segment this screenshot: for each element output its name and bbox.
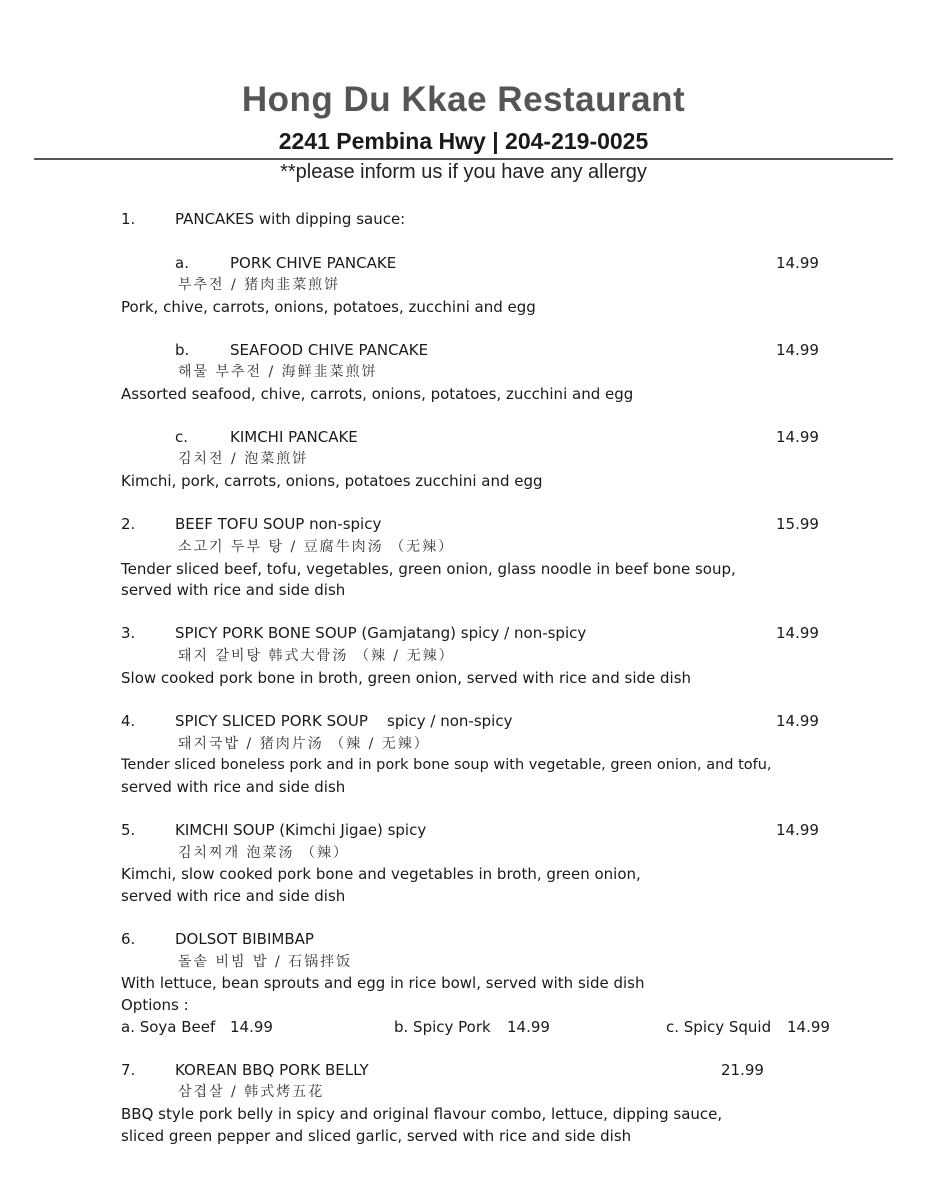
item-number: 6. (121, 930, 136, 948)
restaurant-name: Hong Du Kkae Restaurant (241, 80, 686, 119)
item-korean-chinese: 돼지 갈비탕 韩式大骨汤 （辣 / 无辣） (178, 648, 455, 664)
item-number: 3. (121, 624, 136, 642)
item-price: 14.99 (776, 341, 819, 359)
item-description: sliced green pepper and sliced garlic, served with rice and side dish (121, 1127, 632, 1145)
item-name: KOREAN BBQ PORK BELLY (175, 1061, 369, 1079)
item-number: 1. (121, 210, 136, 228)
item-korean-chinese: 해물 부추전 / 海鲜韭菜煎饼 (178, 364, 378, 380)
option-price: 14.99 (230, 1018, 273, 1036)
item-description: served with rice and side dish (121, 778, 346, 796)
item-description: BBQ style pork belly in spicy and original flavour combo, lettuce, dipping sauce, (121, 1105, 723, 1123)
item-description: served with rice and side dish (121, 887, 346, 905)
item-name: SEAFOOD CHIVE PANCAKE (230, 341, 429, 359)
item-number: 5. (121, 821, 136, 839)
item-description: served with rice and side dish (121, 581, 346, 599)
item-price: 15.99 (776, 515, 819, 533)
item-name: SPICY SLICED PORK SOUP spicy / non-spicy (175, 712, 513, 730)
item-description: With lettuce, bean sprouts and egg in rice bowl, served with side dish (121, 974, 645, 992)
option-price: 14.99 (507, 1018, 550, 1036)
item-price: 14.99 (776, 821, 819, 839)
item-name: KIMCHI PANCAKE (230, 428, 358, 446)
item-letter: c. (175, 428, 189, 446)
item-korean-chinese: 김치전 / 泡菜煎饼 (178, 451, 309, 467)
header-divider (34, 158, 893, 160)
item-price: 14.99 (776, 254, 819, 272)
item-name: SPICY PORK BONE SOUP (Gamjatang) spicy / non-spicy (175, 624, 587, 642)
item-description: Tender sliced beef, tofu, vegetables, green onion, glass noodle in beef bone soup, (121, 560, 736, 578)
item-price: 14.99 (776, 428, 819, 446)
item-korean-chinese: 김치찌개 泡菜汤 （辣） (178, 845, 349, 861)
item-name: DOLSOT BIBIMBAP (175, 930, 314, 948)
option-price: 14.99 (787, 1018, 830, 1036)
item-price: 14.99 (776, 624, 819, 642)
item-number: 2. (121, 515, 136, 533)
option-label: b. Spicy Pork (394, 1018, 491, 1036)
item-korean-chinese: 삼겹살 / 韩式烤五花 (178, 1084, 325, 1100)
item-korean-chinese: 돌솥 비빔 밥 / 石锅拌饭 (178, 954, 353, 970)
item-price: 21.99 (721, 1061, 764, 1079)
allergy-note: **please inform us if you have any allergy (280, 161, 647, 183)
item-letter: b. (175, 341, 190, 359)
options-label: Options : (121, 996, 189, 1014)
item-name: KIMCHI SOUP (Kimchi Jigae) spicy (175, 821, 427, 839)
section-heading: PANCAKES with dipping sauce: (175, 210, 406, 228)
option-label: a. Soya Beef (121, 1018, 216, 1036)
item-number: 7. (121, 1061, 136, 1079)
item-price: 14.99 (776, 712, 819, 730)
item-letter: a. (175, 254, 189, 272)
item-number: 4. (121, 712, 136, 730)
item-name: PORK CHIVE PANCAKE (230, 254, 397, 272)
item-korean-chinese: 부추전 / 猪肉韭菜煎饼 (178, 277, 341, 293)
item-korean-chinese: 소고기 두부 탕 / 豆腐牛肉汤 （无辣） (178, 539, 455, 555)
option-label: c. Spicy Squid (666, 1018, 772, 1036)
item-description: Assorted seafood, chive, carrots, onions, potatoes, zucchini and egg (121, 385, 634, 403)
address-phone: 2241 Pembina Hwy | 204-219-0025 (278, 128, 649, 154)
item-description: Pork, chive, carrots, onions, potatoes, zucchini and egg (121, 298, 536, 316)
item-description: Kimchi, slow cooked pork bone and vegetables in broth, green onion, (121, 865, 641, 883)
item-description: Tender sliced boneless pork and in pork bone soup with vegetable, green onion, and tofu, (121, 757, 772, 773)
item-description: Kimchi, pork, carrots, onions, potatoes zucchini and egg (121, 472, 543, 490)
item-korean-chinese: 돼지국밥 / 猪肉片汤 （辣 / 无辣） (178, 736, 430, 752)
item-name: BEEF TOFU SOUP non-spicy (175, 515, 382, 533)
item-description: Slow cooked pork bone in broth, green onion, served with rice and side dish (121, 669, 692, 687)
